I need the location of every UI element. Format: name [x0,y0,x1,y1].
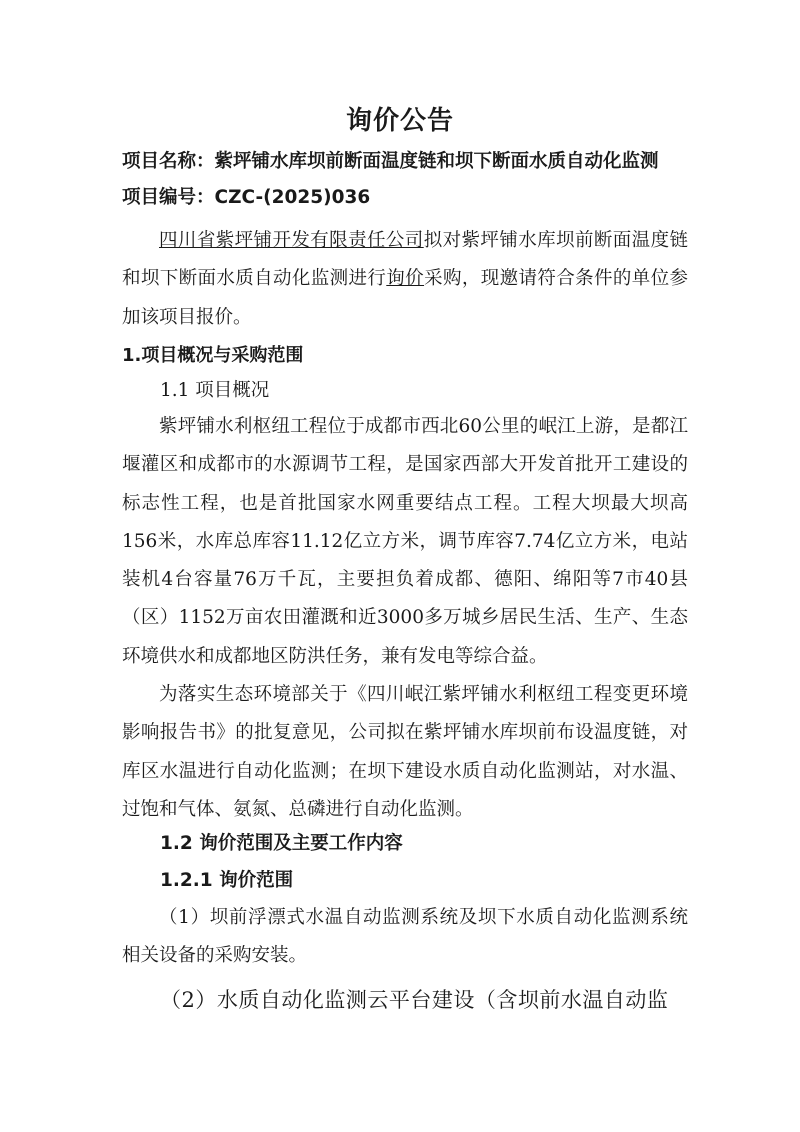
overview-paragraph: 紫坪铺水利枢纽工程位于成都市西北60公里的岷江上游，是都江堰灌区和成都市的水源调节工程，是国家西部大开发首批开工建设的标志性工程，也是首批国家水网重要结点工程。工程大坝最大坝高156米，水库总库容11.12亿立方米，调节库容7.74亿立方米，电站装机4台容量76万千瓦，主要担负着成都、德阳、绵阳等7市40县（区）1152万亩农田灌溉和近3000多万城乡居民生活、生产、生态环境供水和成都地区防洪任务，兼有发电等综合益。 [122,416,688,667]
scope-item-1: （1）坝前浮漂式水温自动监测系统及坝下水质自动化监测系统相关设备的采购安装。 [122,907,688,967]
section-1-2-1-heading: 1.2.1 询价范围 [160,870,294,891]
intro-text-b: 采购，现邀请符合条件的单位参加该项目报价。 [122,268,688,328]
section-1-1-heading: 1.1 项目概况 [160,380,270,401]
scope-item-2: （2）水质自动化监测云平台建设（含坝前水温自动监 [160,988,669,1012]
project-name-line: 项目名称：紫坪铺水库坝前断面温度链和坝下断面水质自动化监测 [122,151,659,172]
project-code-line: 项目编号：CZC-(2025)036 [122,187,371,208]
document-title: 询价公告 [345,106,454,136]
procurement-method: 询价 [386,268,425,290]
intro-paragraph [122,222,688,337]
company-name: 四川省紫坪铺开发有限责任公司 [159,230,424,251]
section-1-2-heading: 1.2 询价范围及主要工作内容 [160,833,403,854]
purpose-paragraph: 为落实生态环境部关于《四川岷江紫坪铺水利枢纽工程变更环境影响报告书》的批复意见，公司拟在紫坪铺水库坝前布设温度链，对库区水温进行自动化监测；在坝下建设水质自动化监测站，对水温、过饱和气体、氨氮、总磷进行自动化监测。 [122,684,688,820]
section-1-heading: 1.项目概况与采购范围 [122,345,304,366]
intro-text-a: 拟对紫坪铺水库坝前断面温度链和坝下断面水质自动化监测进行 [122,230,688,290]
